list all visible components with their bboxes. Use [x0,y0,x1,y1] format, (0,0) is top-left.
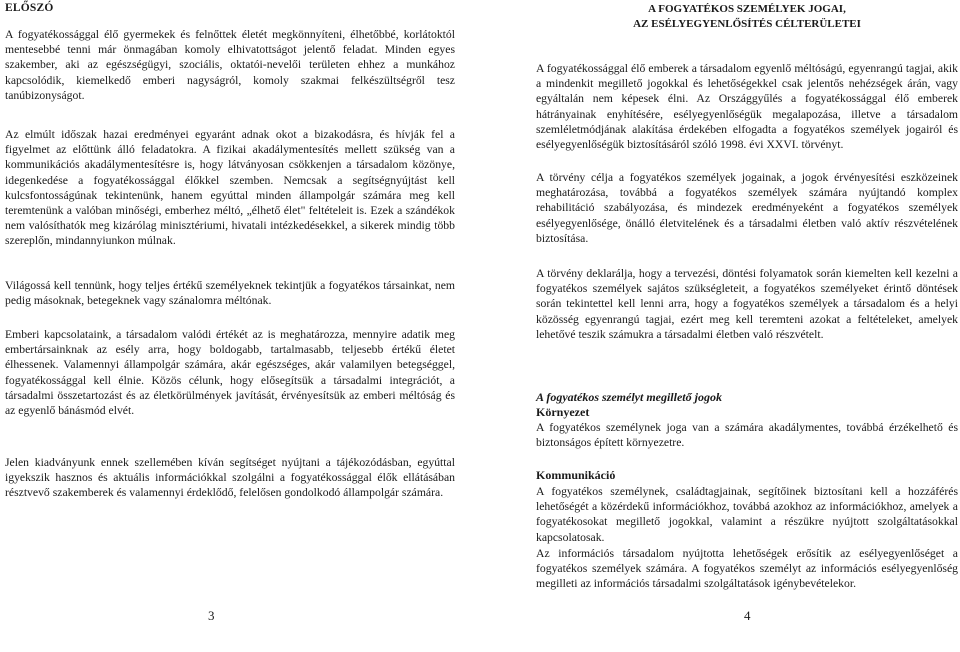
paragraph: A törvény célja a fogyatékos személyek jogainak, a jogok érvényesítési eszközeinek meghatározása, továbbá a fogyatékos személyek számára nyújtandó komplex rehabilitáció szabályozása, és mindezek eredményeként a fogyatékos személyek esélyegyenlősége, önálló életvitelének és a társadalmi életben való aktív részvételének biztosítása. [536,171,958,245]
heading-line-2: AZ ESÉLYEGYENLŐSÍTÉS CÉLTERÜLETEI [633,18,861,30]
paragraph: Világossá kell tennünk, hogy teljes értékű személyeknek tekintjük a fogyatékos társainkat, nem pedig másoknak, betegeknek vagy szánalomra méltónak. [5,279,455,308]
paragraph: A fogyatékos személynek, családtagjainak, segítőinek biztosítani kell a hozzáférés lehetőségét a közérdekű információkhoz, továbbá azokhoz az információkhoz, amelyek a fogyatékosokat megillető jogokkal, valamint a részükre nyújtott szolgáltatásokkal kapcsolatosak. [536,485,958,544]
subsection-title: Kommunikáció [536,468,616,482]
paragraph: A fogyatékossággal élő emberek a társadalom egyenlő méltóságú, egyenrangú tagjai, akik a mindenkit megillető jogokkal és lehetőségekkel csak jelentős nehézségek árán, vagy egyáltalán nem képesek élni. Az Országgyűlés a fogyatékossággal élő emberek hátrányainak enyhítésére, esélyegyenlőségük megalapozása, illetve a társadalom szemléletmódjának alakítása érdekében elfogadta a fogyatékos személyek jogairól és esélyegyenlőségük biztosításáról szóló 1998. évi XXVI. törvényt. [536,62,958,152]
paragraph: A fogyatékossággal élő gyermekek és felnőttek életét megkönnyíteni, élhetőbbé, korlátoktól mentesebbé tenni már önmagában komoly elhivatottságot jelentő feladat. Minden egyes szakember, aki az egészségügyi, szociális, oktatói-nevelői területen ehhez a munkához kapcsolódik, kiemelkedő emberi nagyságról, komoly szakmai felkészültségről tesz tanúbizonyságot. [5,28,455,102]
page-number: 4 [744,608,751,623]
paragraph: Jelen kiadványunk ennek szellemében kíván segítséget nyújtani a tájékozódásban, egyúttal igyekszik hasznos és aktuális információkkal szolgálni a fogyatékossággal élők ellátásában résztvevő szakemberek és valamennyi érdeklődő, felelősen gondolkodó állampolgár számára. [5,456,455,500]
section-title: A fogyatékos személyt megillető jogok [536,390,722,404]
heading-line-1: A FOGYATÉKOS SZEMÉLYEK JOGAI, [648,3,846,15]
page-heading: ELŐSZÓ [5,2,54,14]
paragraph: Az információs társadalom nyújtotta lehetőségek erősítik az esélyegyenlőséget a fogyatékos személyek számára. A fogyatékos személyt az információs esélyegyenlőség megilleti az információs társadalmi szolgáltatások igénybevételekor. [536,547,958,591]
paragraph: A fogyatékos személynek joga van a számára akadálymentes, továbbá érzékelhető és biztonságos épített környezetre. [536,421,958,450]
page-number: 3 [208,608,215,623]
paragraph: A törvény deklarálja, hogy a tervezési, döntési folyamatok során kiemelten kell kezelni a fogyatékos személyek sajátos szükségleteit, a fogyatékos személyeket érintő döntések során tekintettel kell lenni arra, hogy a fogyatékos személyek a társadalom és a helyi közösség egyenrangú tagjai, ezért meg kell teremteni azokat a feltételeket, amelyek lehetővé teszik számukra a társadalmi életben való részvételt. [536,267,958,341]
paragraph: Az elmúlt időszak hazai eredményei egyaránt adnak okot a bizakodásra, és hívják fel a figyelmet az előttünk álló feladatokra. A fizikai akadálymentesítés mellett szükség van a kommunikációs akadálymentesítésre is, hogy látványosan csökkenjen a társadalom közönye, idegenkedése a fogyatékossággal élőkkel szemben. Nemcsak a segítségnyújtást kell kulcsfontosságúnak tekintenünk, hanem egyúttal minden állampolgár számára meg kell teremtenünk a valóban minőségi, emberhez méltó, „élhető élet" feltételeit is. Ezek a szándékok nem valósíthatók meg kizárólag minisztériumi, hivatali intézkedésekkel, a sikerek mindig több szereplőn, mindannyiunkon múlnak. [5,128,455,248]
page-heading [536,2,958,32]
paragraph: Emberi kapcsolataink, a társadalom valódi értékét az is meghatározza, mennyire adatik meg embertársainknak az esély arra, hogy boldogabb, tartalmasabb, teljesebb értékű életet élhessenek. Valamennyi állampolgár számára, akár egészséges, akár valamilyen betegséggel, fogyatékossággal kell élnie. Közös célunk, hogy elősegítsük a társadalmi integrációt, a társadalmi összetartozást és az életkörülmények javítását, érvényesítsük az emberi méltóság és az egyenlő bánásmód elvét. [5,328,455,418]
subsection-title: Környezet [536,405,590,419]
